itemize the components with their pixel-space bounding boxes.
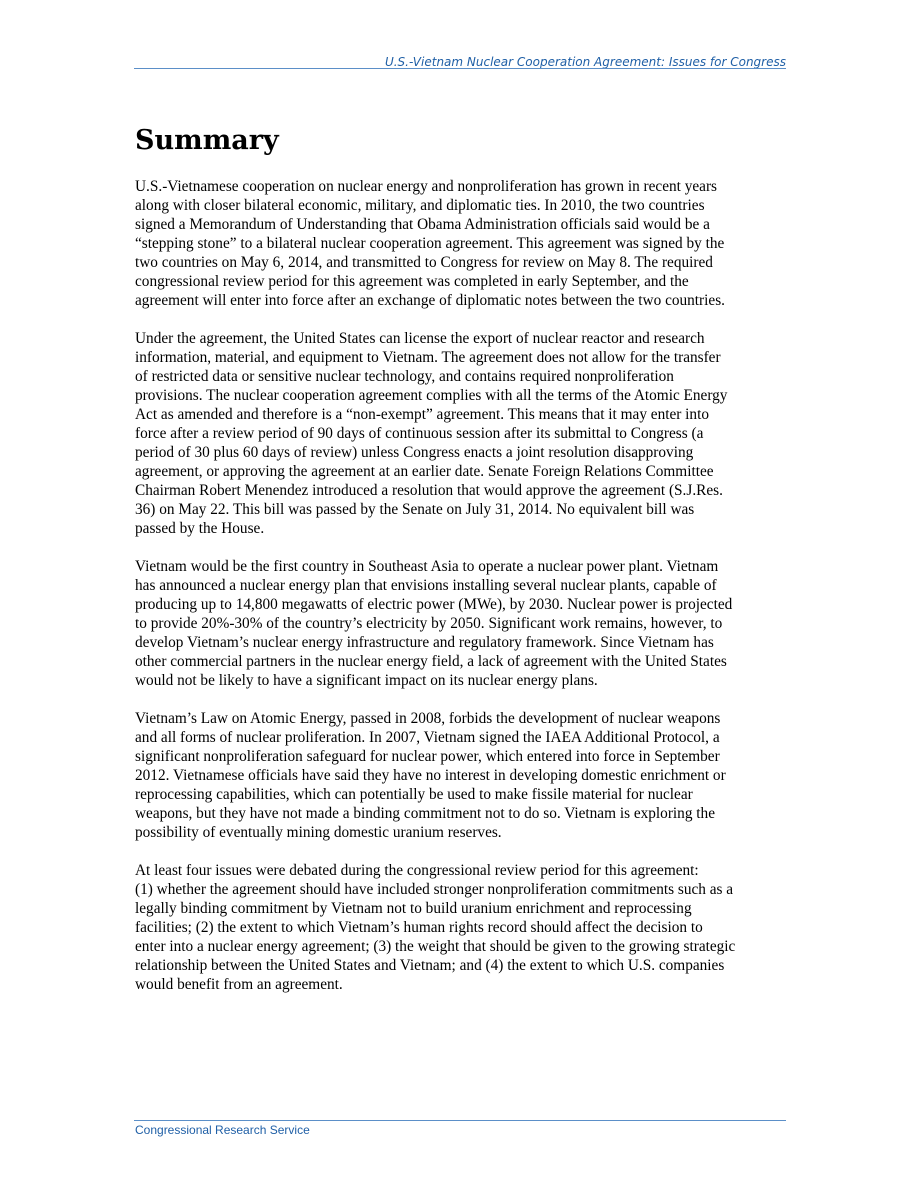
paragraph-line: 2012. Vietnamese officials have said they have no interest in developing domestic enrichment or — [135, 767, 726, 784]
paragraph-line: force after a review period of 90 days of continuous session after its submittal to Congress (a — [135, 425, 704, 442]
paragraph-line: weapons, but they have not made a binding commitment not to do so. Vietnam is exploring the — [135, 805, 715, 822]
paragraph-line: legally binding commitment by Vietnam not to build uranium enrichment and reprocessing — [135, 900, 692, 917]
paragraph-line: Under the agreement, the United States can license the export of nuclear reactor and research — [135, 330, 705, 347]
summary-paragraph — [135, 557, 795, 690]
paragraph-line: Chairman Robert Menendez introduced a resolution that would approve the agreement (S.J.Res. — [135, 482, 723, 499]
summary-body — [135, 177, 795, 994]
paragraph-line: Vietnam would be the first country in Southeast Asia to operate a nuclear power plant. Vietnam — [135, 558, 719, 575]
footer-source: Congressional Research Service — [135, 1123, 310, 1137]
paragraph-line: would benefit from an agreement. — [135, 976, 343, 993]
paragraph-line: Act as amended and therefore is a “non-exempt” agreement. This means that it may enter into — [135, 406, 709, 423]
page-title: Summary — [135, 125, 279, 156]
paragraph-line: significant nonproliferation safeguard for nuclear power, which entered into force in September — [135, 748, 720, 765]
footer-rule — [134, 1120, 786, 1121]
paragraph-line: two countries on May 6, 2014, and transmitted to Congress for review on May 8. The required — [135, 254, 713, 271]
paragraph-line: of restricted data or sensitive nuclear technology, and contains required nonproliferation — [135, 368, 674, 385]
paragraph-line: would not be likely to have a significant impact on its nuclear energy plans. — [135, 672, 598, 689]
paragraph-line: congressional review period for this agreement was completed in early September, and the — [135, 273, 689, 290]
paragraph-line: reprocessing capabilities, which can potentially be used to make fissile material for nuclear — [135, 786, 693, 803]
paragraph-line: producing up to 14,800 megawatts of electric power (MWe), by 2030. Nuclear power is projected — [135, 596, 733, 613]
paragraph-line: 36) on May 22. This bill was passed by the Senate on July 31, 2014. No equivalent bill was — [135, 501, 695, 518]
paragraph-line: relationship between the United States and Vietnam; and (4) the extent to which U.S. companies — [135, 957, 725, 974]
paragraph-line: At least four issues were debated during the congressional review period for this agreement: — [135, 862, 699, 879]
paragraph-line: possibility of eventually mining domestic uranium reserves. — [135, 824, 502, 841]
paragraph-line: (1) whether the agreement should have included stronger nonproliferation commitments such as a — [135, 881, 734, 898]
summary-paragraph — [135, 709, 795, 842]
summary-paragraph — [135, 329, 795, 538]
paragraph-line: facilities; (2) the extent to which Vietnam’s human rights record should affect the decision to — [135, 919, 703, 936]
summary-paragraph — [135, 861, 795, 994]
paragraph-line: U.S.-Vietnamese cooperation on nuclear energy and nonproliferation has grown in recent years — [135, 178, 717, 195]
summary-paragraph — [135, 177, 795, 310]
header-rule — [134, 68, 786, 69]
paragraph-line: enter into a nuclear energy agreement; (3) the weight that should be given to the growing strategic — [135, 938, 736, 955]
paragraph-line: to provide 20%-30% of the country’s electricity by 2050. Significant work remains, however, to — [135, 615, 723, 632]
running-header: U.S.-Vietnam Nuclear Cooperation Agreement: Issues for Congress — [384, 55, 786, 69]
paragraph-line: “stepping stone” to a bilateral nuclear cooperation agreement. This agreement was signed by the — [135, 235, 725, 252]
paragraph-line: period of 30 plus 60 days of review) unless Congress enacts a joint resolution disapproving — [135, 444, 694, 461]
paragraph-line: has announced a nuclear energy plan that envisions installing several nuclear plants, capable of — [135, 577, 717, 594]
paragraph-line: agreement, or approving the agreement at an earlier date. Senate Foreign Relations Committee — [135, 463, 714, 480]
paragraph-line: passed by the House. — [135, 520, 265, 537]
paragraph-line: and all forms of nuclear proliferation. In 2007, Vietnam signed the IAEA Additional Protocol, a — [135, 729, 720, 746]
paragraph-line: along with closer bilateral economic, military, and diplomatic ties. In 2010, the two countries — [135, 197, 705, 214]
paragraph-line: develop Vietnam’s nuclear energy infrastructure and regulatory framework. Since Vietnam has — [135, 634, 714, 651]
paragraph-line: Vietnam’s Law on Atomic Energy, passed in 2008, forbids the development of nuclear weapons — [135, 710, 721, 727]
paragraph-line: provisions. The nuclear cooperation agreement complies with all the terms of the Atomic Energy — [135, 387, 728, 404]
paragraph-line: signed a Memorandum of Understanding that Obama Administration officials said would be a — [135, 216, 710, 233]
paragraph-line: agreement will enter into force after an exchange of diplomatic notes between the two countries. — [135, 292, 725, 309]
paragraph-line: information, material, and equipment to Vietnam. The agreement does not allow for the transfer — [135, 349, 721, 366]
paragraph-line: other commercial partners in the nuclear energy field, a lack of agreement with the United States — [135, 653, 727, 670]
